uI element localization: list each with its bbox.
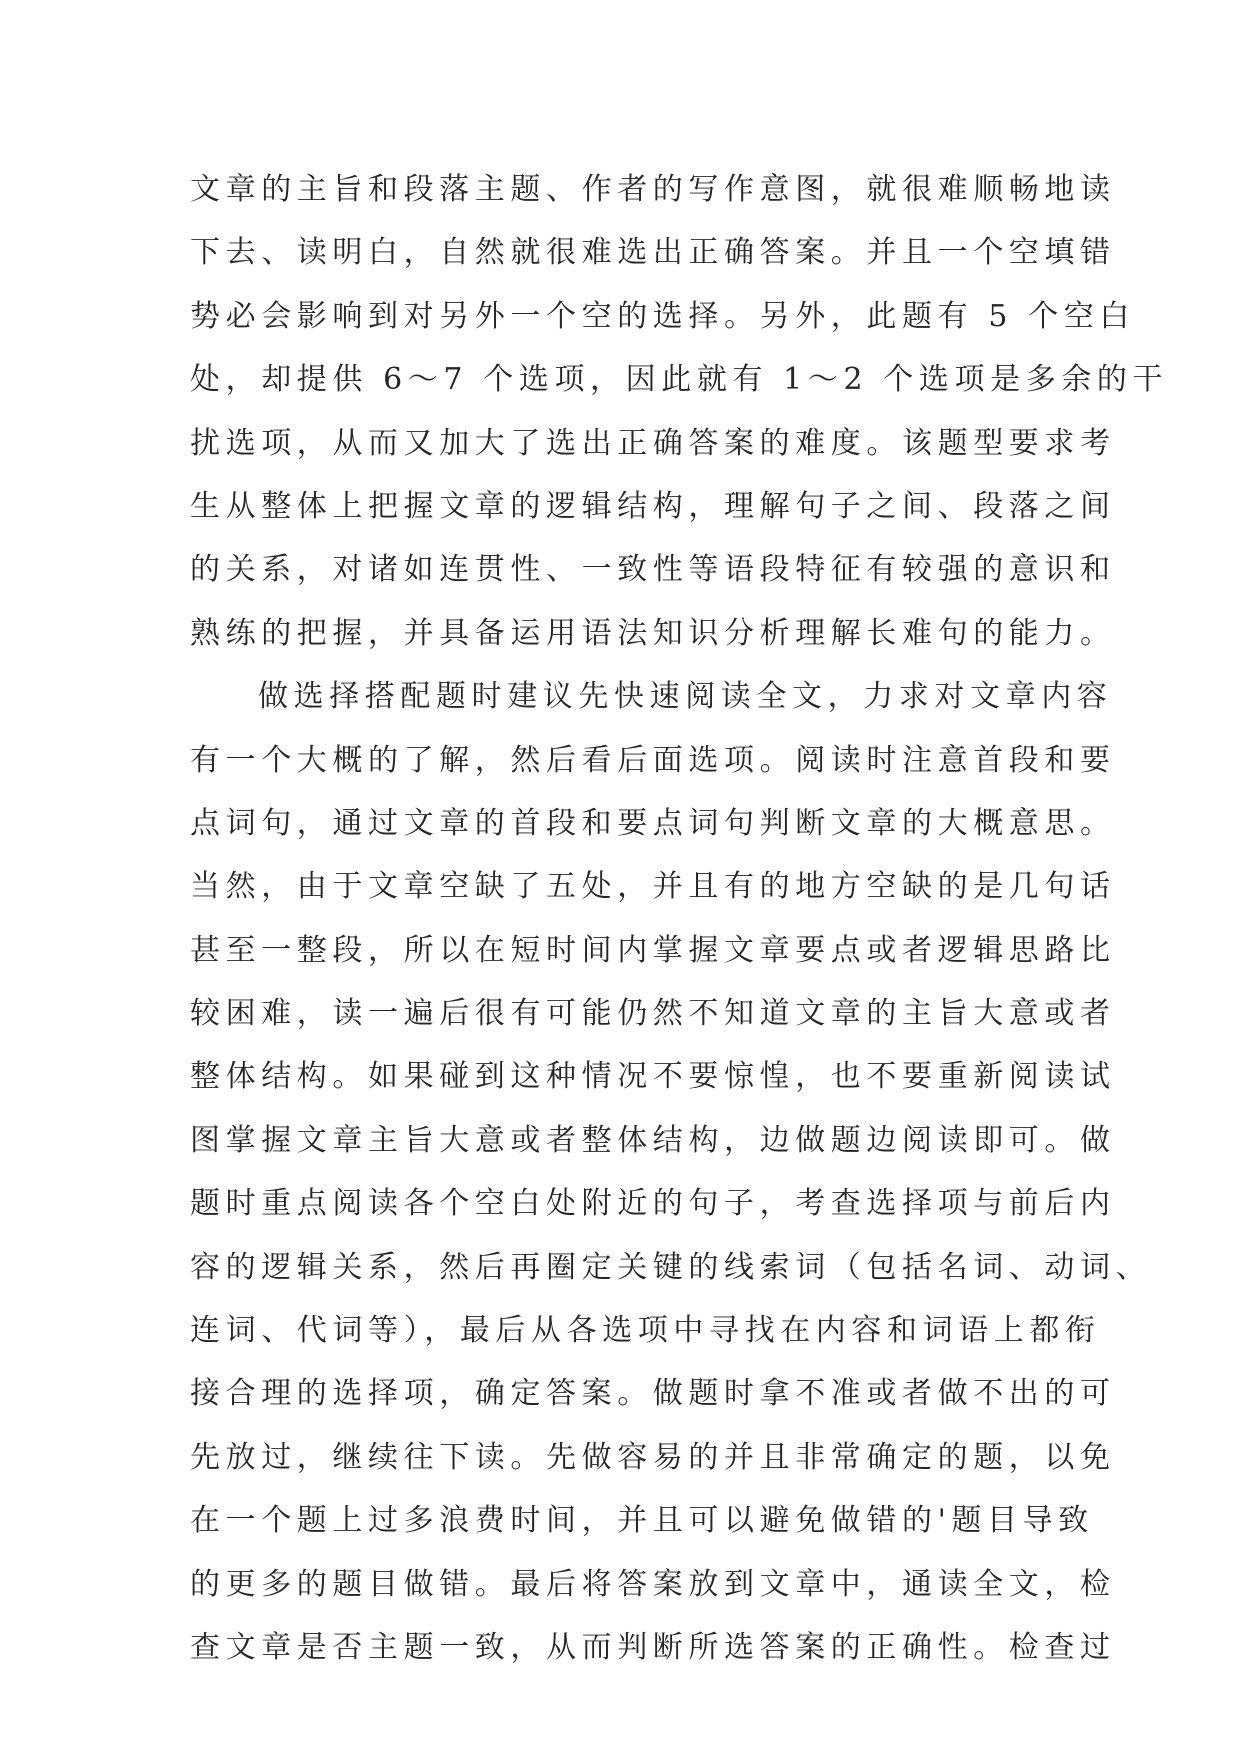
text-line: 查文章是否主题一致，从而判断所选答案的正确性。检查过 bbox=[190, 1629, 1116, 1665]
text-line: 文章的主旨和段落主题、作者的写作意图，就很难顺畅地读 bbox=[190, 172, 1116, 207]
text-line: 当然，由于文章空缺了五处，并且有的地方空缺的是几句话 bbox=[190, 869, 1116, 905]
text-line: 势必会影响到对另外一个空的选择。另外，此题有 5 个空白 bbox=[190, 298, 1135, 334]
text-line: 生从整体上把握文章的逻辑结构，理解句子之间、段落之间 bbox=[190, 488, 1116, 524]
text-line: 题时重点阅读各个空白处附近的句子，考查选择项与前后内 bbox=[190, 1186, 1116, 1222]
text-line: 的关系，对诸如连贯性、一致性等语段特征有较强的意识和 bbox=[190, 552, 1116, 588]
text-line: 图掌握文章主旨大意或者整体结构，边做题边阅读即可。做 bbox=[190, 1122, 1116, 1158]
text-line: 熟练的把握，并具备运用语法知识分析理解长难句的能力。 bbox=[190, 615, 1116, 651]
text-line: 整体结构。如果碰到这种情况不要惊惶，也不要重新阅读试 bbox=[190, 1059, 1116, 1095]
text-line: 扰选项，从而又加大了选出正确答案的难度。该题型要求考 bbox=[190, 425, 1116, 461]
text-line: 处，却提供 6～7 个选项，因此就有 1～2 个选项是多余的干 bbox=[190, 362, 1169, 398]
text-line: 甚至一整段，所以在短时间内掌握文章要点或者逻辑思路比 bbox=[190, 932, 1116, 968]
text-line: 的更多的题目做错。最后将答案放到文章中，通读全文，检 bbox=[190, 1566, 1116, 1602]
text-line: 先放过，继续往下读。先做容易的并且非常确定的题，以免 bbox=[190, 1439, 1116, 1475]
paragraph-first-line: 做选择搭配题时建议先快速阅读全文，力求对文章内容 bbox=[258, 679, 1113, 715]
text-line: 在一个题上过多浪费时间，并且可以避免做错的'题目导致 bbox=[190, 1503, 1094, 1539]
text-line: 连词、代词等），最后从各选项中寻找在内容和词语上都衔 bbox=[190, 1313, 1101, 1349]
body-text bbox=[190, 158, 1169, 1679]
text-line: 较困难，读一遍后很有可能仍然不知道文章的主旨大意或者 bbox=[190, 996, 1116, 1032]
text-line: 有一个大概的了解，然后看后面选项。阅读时注意首段和要 bbox=[190, 742, 1116, 778]
text-line: 接合理的选择项，确定答案。做题时拿不准或者做不出的可 bbox=[190, 1376, 1116, 1412]
text-line: 点词句，通过文章的首段和要点词句判断文章的大概意思。 bbox=[190, 805, 1116, 841]
text-line: 容的逻辑关系，然后再圈定关键的线索词（包括名词、动词、 bbox=[190, 1249, 1152, 1285]
text-line: 下去、读明白，自然就很难选出正确答案。并且一个空填错 bbox=[190, 235, 1116, 271]
